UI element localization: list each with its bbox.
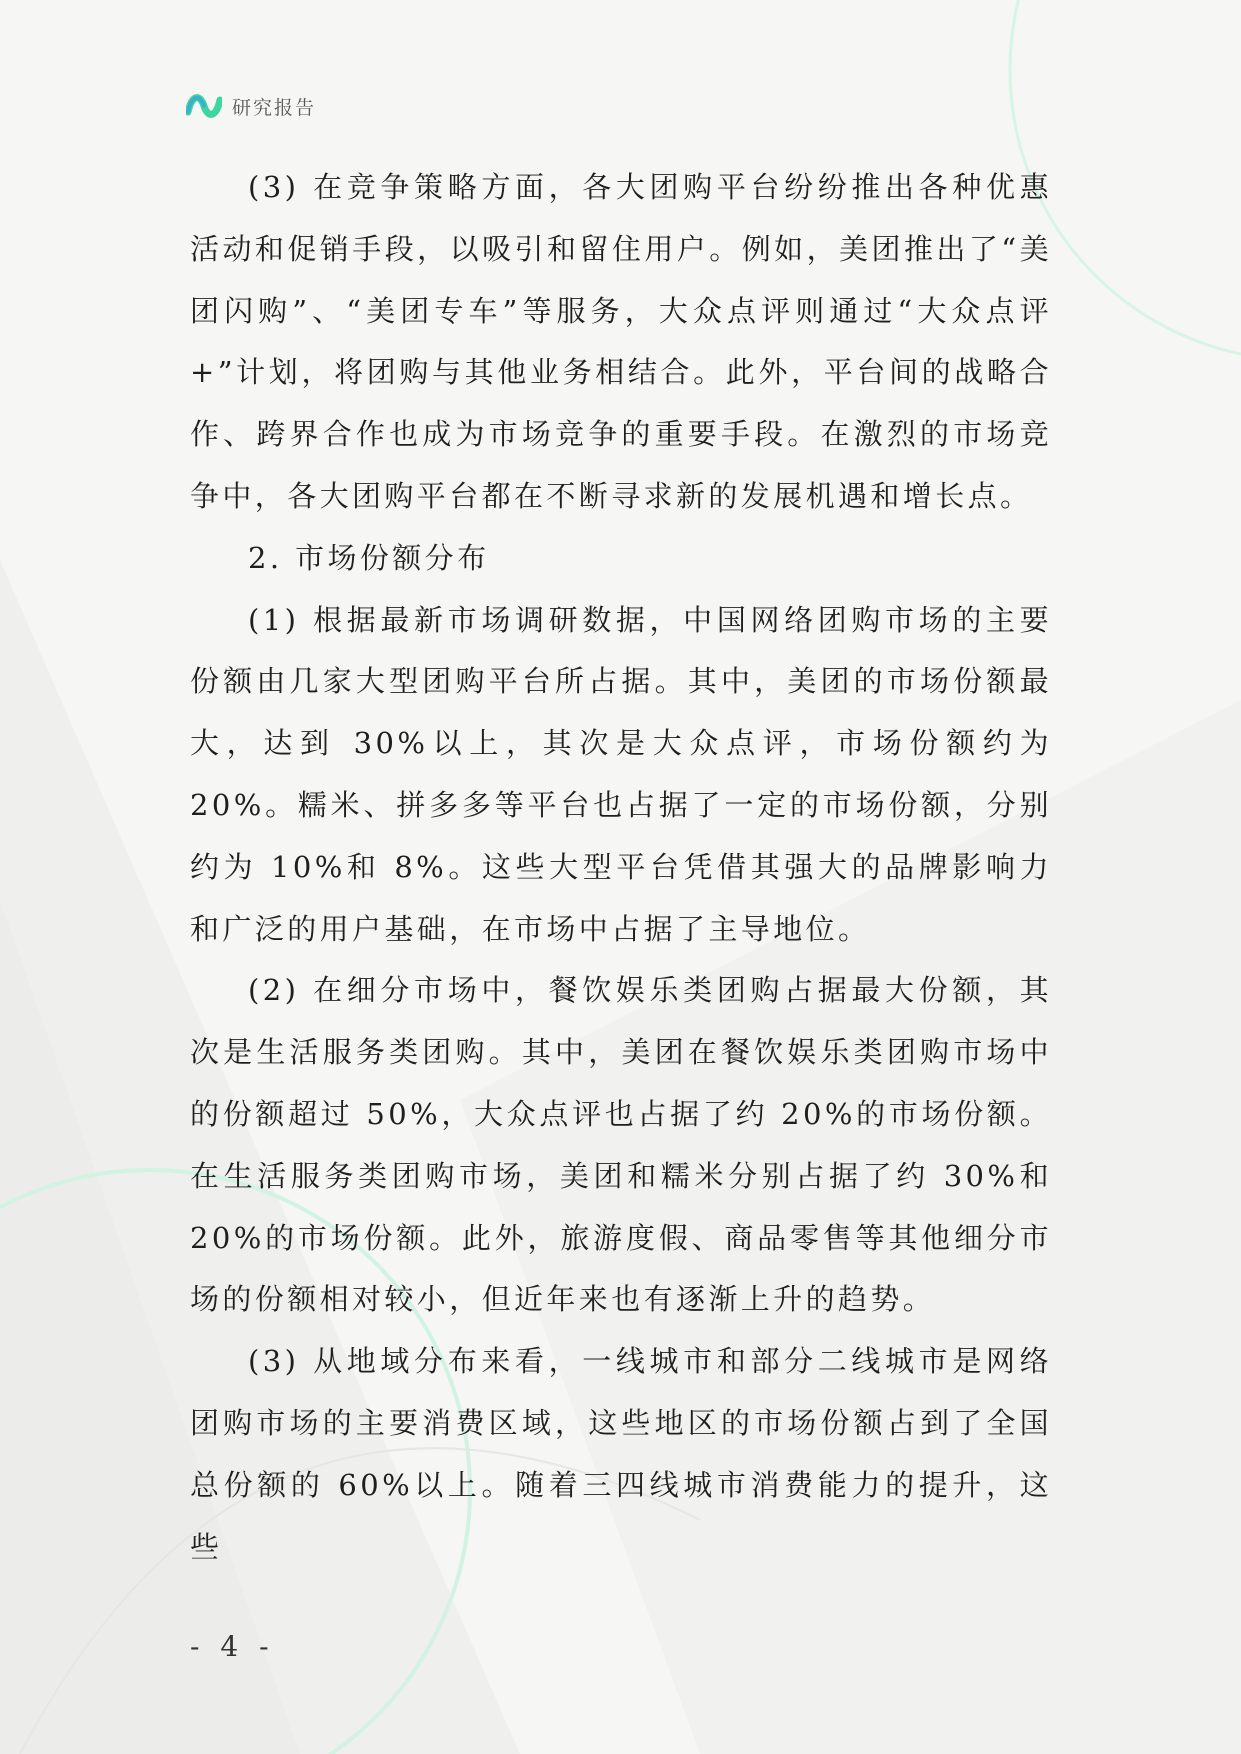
paragraph-segment-share: (2) 在细分市场中，餐饮娱乐类团购占据最大份额，其次是生活服务类团购。其中，美团在餐饮娱乐类团购市场中的份额超过 50%，大众点评也占据了约 20%的市场份额。在生活服务类团购市场，美团和糯米分别占据了约 30%和 20%的市场份额。此外，旅游度假、商品零售等其他细分市场的份额相对较小，但近年来也有逐渐上升的趋势。 [190, 973, 1052, 1317]
paragraph-regional-distribution: (3) 从地域分布来看，一线城市和部分二线城市是网络团购市场的主要消费区域，这些地区的市场份额占到了全国总份额的 60%以上。随着三四线城市消费能力的提升，这些 [190, 1344, 1052, 1564]
report-body [190, 157, 1052, 1578]
brand-logo-icon [186, 90, 222, 122]
paragraph-competition-strategy: (3) 在竞争策略方面，各大团购平台纷纷推出各种优惠活动和促销手段，以吸引和留住用户。例如，美团推出了“美团闪购”、“美团专车”等服务，大众点评则通过“大众点评+”计划，将团购与其他业务相结合。此外，平台间的战略合作、跨界合作也成为市场竞争的重要手段。在激烈的市场竞争中，各大团购平台都在不断寻求新的发展机遇和增长点。 [190, 170, 1052, 513]
paragraph-market-share-overview: (1) 根据最新市场调研数据，中国网络团购市场的主要份额由几家大型团购平台所占据。其中，美团的市场份额最大，达到 30%以上，其次是大众点评，市场份额约为 20%。糯米、拼多多等平台也占据了一定的市场份额，分别约为 10%和 8%。这些大型平台凭借其强大的品牌影响力和广泛的用户基础，在市场中占据了主导地位。 [190, 602, 1052, 946]
report-header [186, 88, 316, 124]
page-number: - 4 - [190, 1630, 275, 1663]
header-title: 研究报告 [232, 96, 317, 119]
section-heading-market-share: 2. 市场份额分布 [248, 540, 490, 575]
